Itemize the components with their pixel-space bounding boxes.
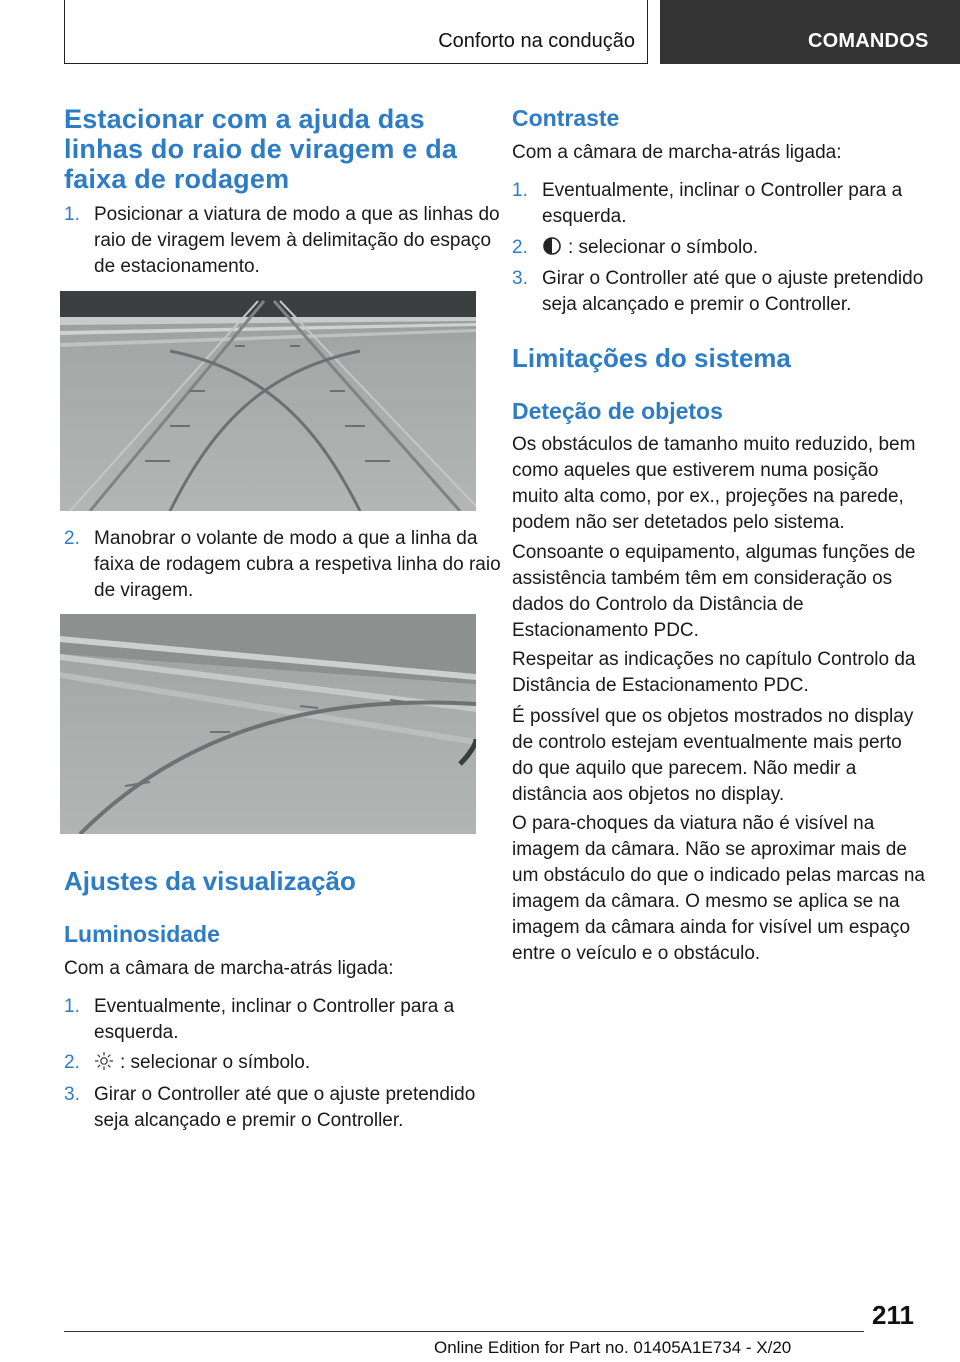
contrast-intro: Com a câmara de marcha-atrás ligada: (512, 142, 842, 163)
step-number: 2. (512, 237, 528, 258)
paragraph-pdc-data: Consoante o equipamento, algumas funções de assistência também têm em consideração os dados do Controlo da Distância de Estacionamento PDC. (512, 542, 916, 641)
step-text: Eventualmente, inclinar o Controller para a esquerda. (94, 996, 455, 1043)
heading-parking-lines: Estacionar com a ajuda das linhas do raio de viragem e da faixa de rodagem (64, 104, 458, 194)
sun-icon (94, 1051, 114, 1079)
step-left-a1 (64, 202, 506, 280)
step-number: 2. (64, 528, 80, 549)
header-frame (64, 0, 648, 64)
header-section-title: Conforto na condução (438, 30, 635, 52)
step-number: 1. (64, 204, 80, 225)
step-right-2 (512, 235, 956, 264)
step-text: Manobrar o volante de modo a que a linha da faixa de rodagem cubra a respetiva linha do raio de viragem. (94, 528, 501, 601)
page-number: 211 (872, 1300, 914, 1330)
heading-system-limits: Limitações do sistema (512, 343, 791, 373)
camera-image-turning-lines (60, 291, 476, 511)
step-number: 2. (64, 1052, 80, 1073)
step-text: : selecionar o símbolo. (568, 237, 759, 258)
step-number: 1. (512, 180, 528, 201)
step-text: Girar o Controller até que o ajuste pretendido seja alcançado e premir o Controller. (542, 268, 924, 315)
step-number: 1. (64, 996, 80, 1017)
step-number: 3. (64, 1084, 80, 1105)
heading-brightness: Luminosidade (64, 921, 220, 947)
step-left-a2 (64, 526, 506, 604)
step-number: 3. (512, 268, 528, 289)
paragraph-pdc-reference: Respeitar as indicações no capítulo Controlo da Distância de Estacionamento PDC. (512, 649, 916, 696)
paragraph-small-obstacles: Os obstáculos de tamanho muito reduzido, bem como aqueles que estiverem numa posição muito alta como, por ex., projeções na parede, podem não ser detetados pelo sistema. (512, 434, 916, 533)
step-text: Eventualmente, inclinar o Controller para a esquerda. (542, 180, 903, 227)
footer-divider (64, 1331, 864, 1332)
heading-view-settings: Ajustes da visualização (64, 866, 356, 896)
contrast-icon (542, 236, 562, 264)
heading-object-detection: Deteção de objetos (512, 398, 723, 424)
step-left-b3 (64, 1082, 506, 1134)
paragraph-bumper-visibility: O para-choques da viatura não é visível na imagem da câmara. Não se aproximar mais de um obstáculo do que o indicado pelas marcas na imagem da câmara. O mesmo se aplica se na imagem da câmara ainda for visível um espaço entre o veículo e o obstáculo. (512, 813, 925, 964)
paragraph-display-distance: É possível que os objetos mostrados no display de controlo estejam eventualmente mais perto do que aquilo que parecem. Não medir a distância aos objetos no display. (512, 706, 914, 805)
step-text: Posicionar a viatura de modo a que as linhas do raio de viragem levem à delimitação do espaço de estacionamento. (94, 204, 500, 277)
step-right-3 (512, 266, 956, 318)
header-chapter-tab: COMANDOS (660, 0, 960, 64)
footer-edition: Online Edition for Part no. 01405A1E734 - X/20 (434, 1338, 792, 1357)
step-text: Girar o Controller até que o ajuste pretendido seja alcançado e premir o Controller. (94, 1084, 476, 1131)
brightness-intro: Com a câmara de marcha-atrás ligada: (64, 958, 394, 979)
step-left-b2 (64, 1050, 506, 1079)
step-left-b1 (64, 994, 506, 1046)
step-right-1 (512, 178, 956, 230)
camera-image-lane-line (60, 614, 476, 834)
step-text: : selecionar o símbolo. (120, 1052, 311, 1073)
heading-contrast: Contraste (512, 105, 620, 131)
